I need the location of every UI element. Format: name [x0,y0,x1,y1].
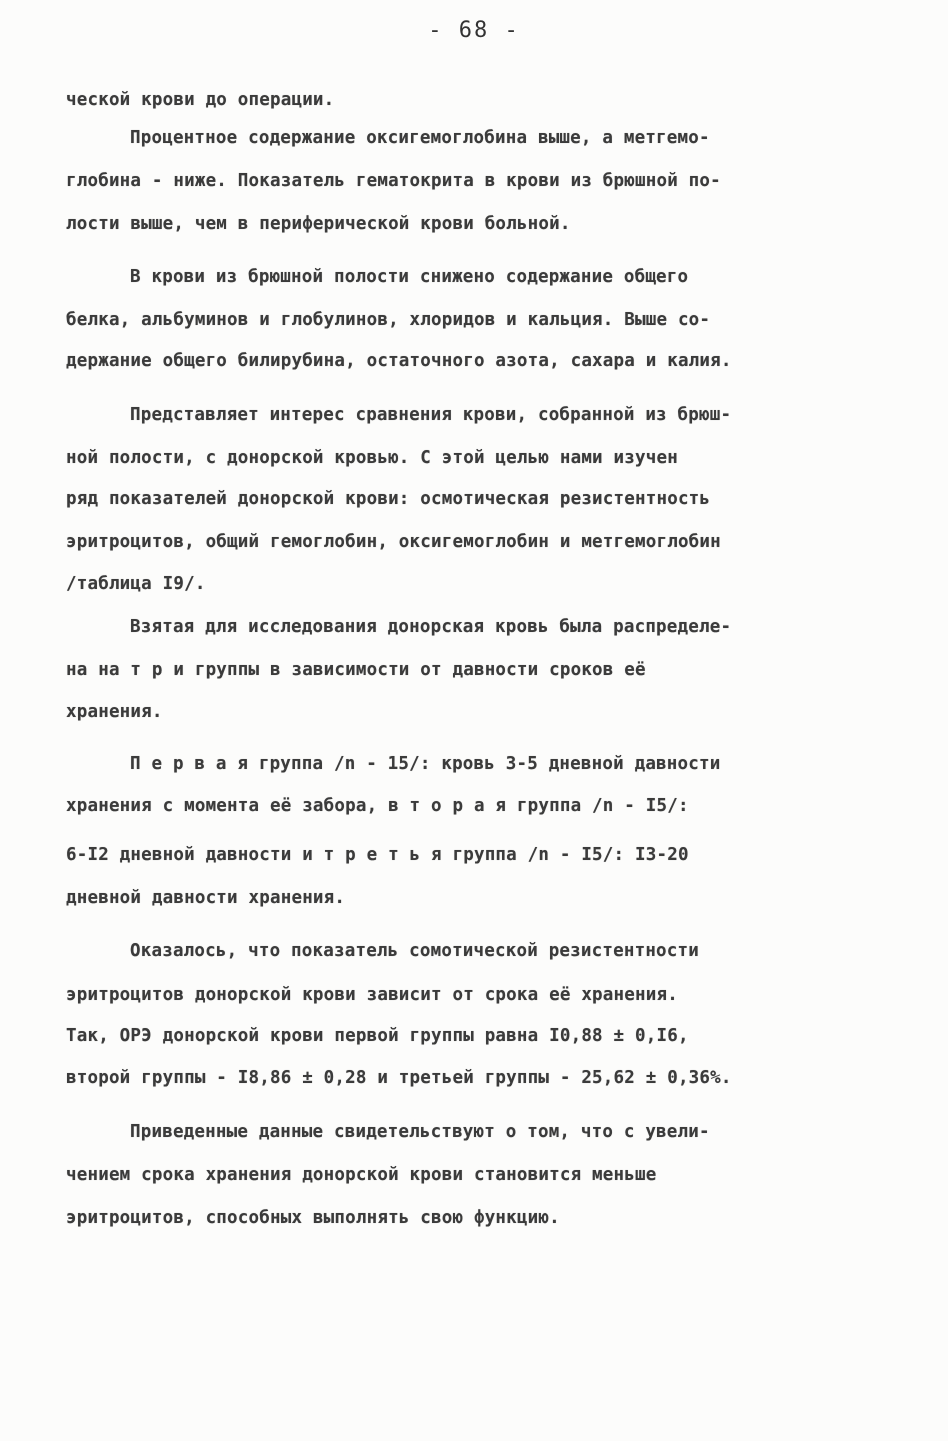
page-number: - 68 - [428,18,520,43]
text-line: дневной давности хранения. [66,888,346,908]
text-line: эритроцитов донорской крови зависит от срока её хранения. [66,985,678,1005]
text-line: лости выше, чем в периферической крови больной. [66,214,571,234]
text-line: В крови из брюшной полости снижено содержание общего [130,267,689,287]
text-line: ной полости, с донорской кровью. С этой целью нами изучен [66,448,678,468]
text-line: Процентное содержание оксигемоглобина выше, а метгемо- [130,128,710,148]
text-line: на на т р и группы в зависимости от давности сроков её [66,660,646,680]
text-line: ческой крови до операции. [66,90,335,110]
text-line: Так, ОРЭ донорской крови первой группы равна I0,88 ± 0,I6, [66,1026,689,1046]
text-line: чением срока хранения донорской крови становится меньше [66,1165,657,1185]
text-line: /таблица I9/. [66,574,206,594]
text-line: П е р в а я группа /n - 15/: кровь 3-5 дневной давности [130,754,721,774]
text-line: второй группы - I8,86 ± 0,28 и третьей группы - 25,62 ± 0,36%. [66,1068,732,1088]
text-line: ряд показателей донорской крови: осмотическая резистентность [66,489,711,509]
text-line: Взятая для исследования донорская кровь была распределе- [130,617,732,637]
text-line: белка, альбуминов и глобулинов, хлоридов и кальция. Выше со- [66,310,711,330]
text-line: хранения с момента её забора, в т о р а я группа /n - I5/: [66,796,689,816]
text-line: глобина - ниже. Показатель гематокрита в крови из брюшной по- [66,171,721,191]
text-line: Приведенные данные свидетельствуют о том, что с увели- [130,1122,710,1142]
text-line: держание общего билирубина, остаточного азота, сахара и калия. [66,351,732,371]
text-line: Представляет интерес сравнения крови, собранной из брюш- [130,405,732,425]
text-line: хранения. [66,702,163,722]
text-line: эритроцитов, общий гемоглобин, оксигемоглобин и метгемоглобин [66,532,721,552]
text-line: эритроцитов, способных выполнять свою функцию. [66,1208,560,1228]
text-line: Оказалось, что показатель сомотической резистентности [130,941,700,961]
text-line: 6-I2 дневной давности и т р е т ь я группа /n - I5/: I3-20 [66,845,689,865]
